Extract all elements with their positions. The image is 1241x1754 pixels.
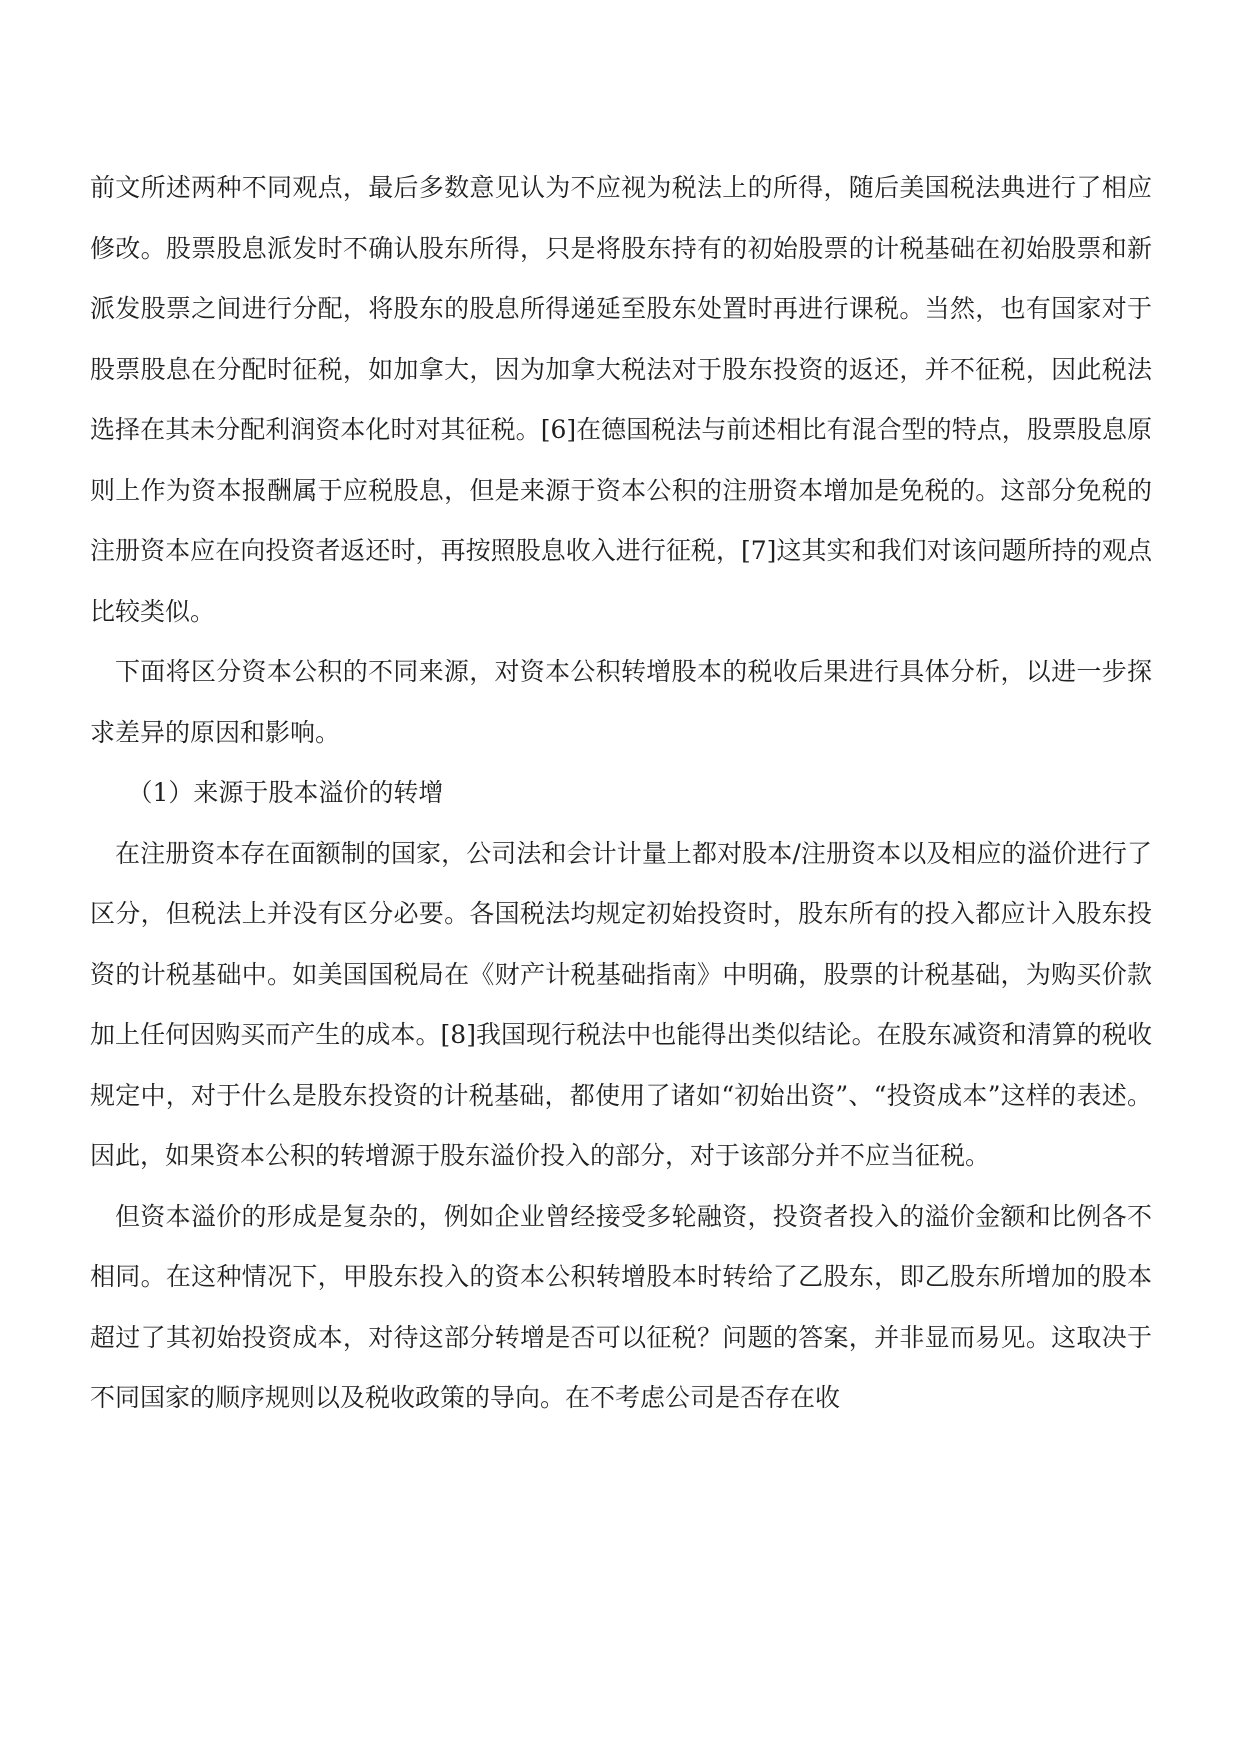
paragraph-analysis-intro: 下面将区分资本公积的不同来源，对资本公积转增股本的税收后果进行具体分析，以进一步探求差异的原因和影响。: [90, 657, 1152, 747]
paragraph-share-premium-basis: 在注册资本存在面额制的国家，公司法和会计计量上都对股本/注册资本以及相应的溢价进行了区分，但税法上并没有区分必要。各国税法均规定初始投资时，股东所有的投入都应计入股东投资的计税基础中。如美国国税局在《财产计税基础指南》中明确，股票的计税基础，为购买价款加上任何因购买而产生的成本。[8]我国现行税法中也能得出类似结论。在股东减资和清算的税收规定中，对于什么是股东投资的计税基础，都使用了诸如“初始出资”、“投资成本”这样的表述。因此，如果资本公积的转增源于股东溢价投入的部分，对于该部分并不应当征税。: [90, 838, 1152, 1170]
section-heading-share-premium: （1）来源于股本溢价的转增: [127, 778, 444, 807]
paragraph-stock-dividend-tax-views: 前文所述两种不同观点，最后多数意见认为不应视为税法上的所得，随后美国税法典进行了相应修改。股票股息派发时不确认股东所得，只是将股东持有的初始股票的计税基础在初始股票和新派发股票之间进行分配，将股东的股息所得递延至股东处置时再进行课税。当然，也有国家对于股票股息在分配时征税，如加拿大，因为加拿大税法对于股东投资的返还，并不征税，因此税法选择在其未分配利润资本化时对其征税。[6]在德国税法与前述相比有混合型的特点，股票股息原则上作为资本报酬属于应税股息，但是来源于资本公积的注册资本增加是免税的。这部分免税的注册资本应在向投资者返还时，再按照股息收入进行征税，[7]这其实和我们对该问题所持的观点比较类似。: [90, 173, 1152, 626]
document-body: [90, 158, 1152, 1429]
paragraph-premium-complexity: 但资本溢价的形成是复杂的，例如企业曾经接受多轮融资，投资者投入的溢价金额和比例各不相同。在这种情况下，甲股东投入的资本公积转增股本时转给了乙股东，即乙股东所增加的股本超过了其初始投资成本，对待这部分转增是否可以征税？问题的答案，并非显而易见。这取决于不同国家的顺序规则以及税收政策的导向。在不考虑公司是否存在收: [90, 1201, 1152, 1412]
